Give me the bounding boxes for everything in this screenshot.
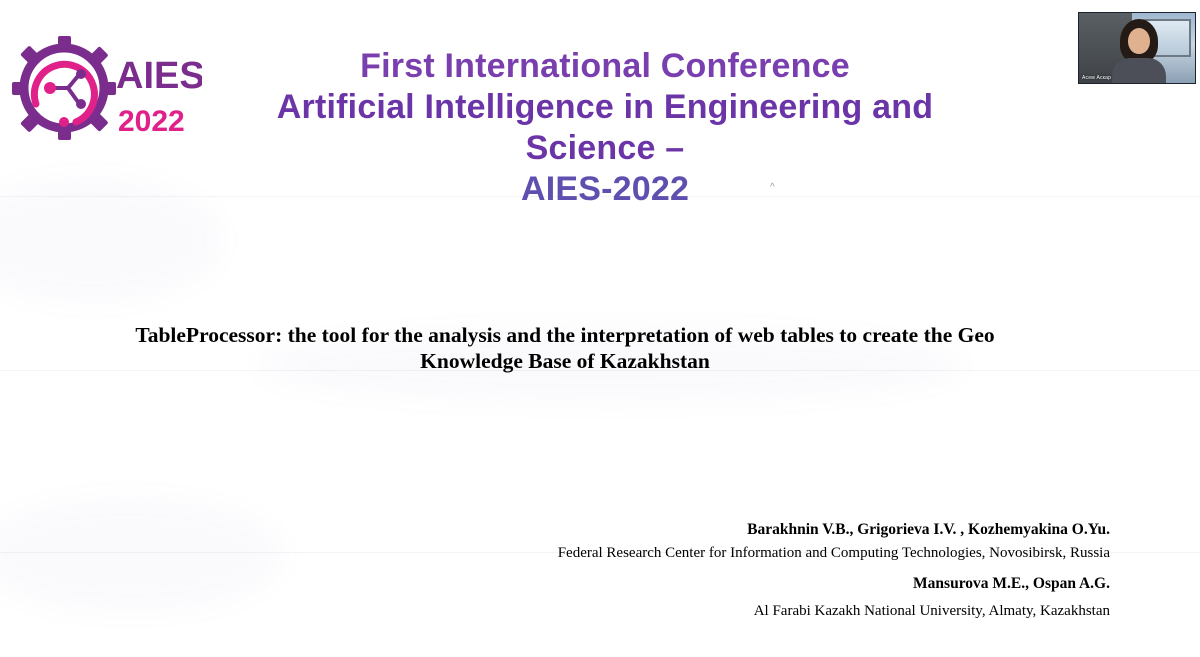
webcam-participant-body <box>1112 58 1166 84</box>
conference-title-line-1: First International Conference <box>360 47 850 85</box>
webcam-video-tile[interactable] <box>1078 12 1196 84</box>
authors-group-2-affiliation: Al Farabi Kazakh National University, Almaty, Kazakhstan <box>753 603 1110 619</box>
aies-logo <box>6 26 202 154</box>
background-blob <box>0 180 220 300</box>
conference-title-line-3: AIES-2022 <box>520 170 690 208</box>
background-blob <box>0 500 280 610</box>
authors-group-1-names: Barakhnin V.B., Grigorieva I.V. , Kozhemyakina O.Yu. <box>747 521 1110 538</box>
logo-wordmark: AIES <box>116 55 202 97</box>
authors-group-1-affiliation: Federal Research Center for Information and Computing Technologies, Novosibirsk, Russia <box>557 545 1110 561</box>
webcam-participant-label: Асем Аскар <box>1082 75 1112 81</box>
conference-title <box>210 46 1000 210</box>
conference-title-line-2: Artificial Intelligence in Engineering and Science – <box>276 88 934 167</box>
webcam-participant-face <box>1128 28 1150 54</box>
logo-year: 2022 <box>118 105 185 138</box>
authors-block <box>490 520 1110 620</box>
pointer-mark: ^ <box>770 182 775 193</box>
paper-title: TableProcessor: the tool for the analysis and the interpretation of web tables to create the Geo Knowledge Base of Kazakhstan <box>135 323 995 373</box>
authors-group-2-names: Mansurova M.E., Ospan A.G. <box>913 575 1110 592</box>
